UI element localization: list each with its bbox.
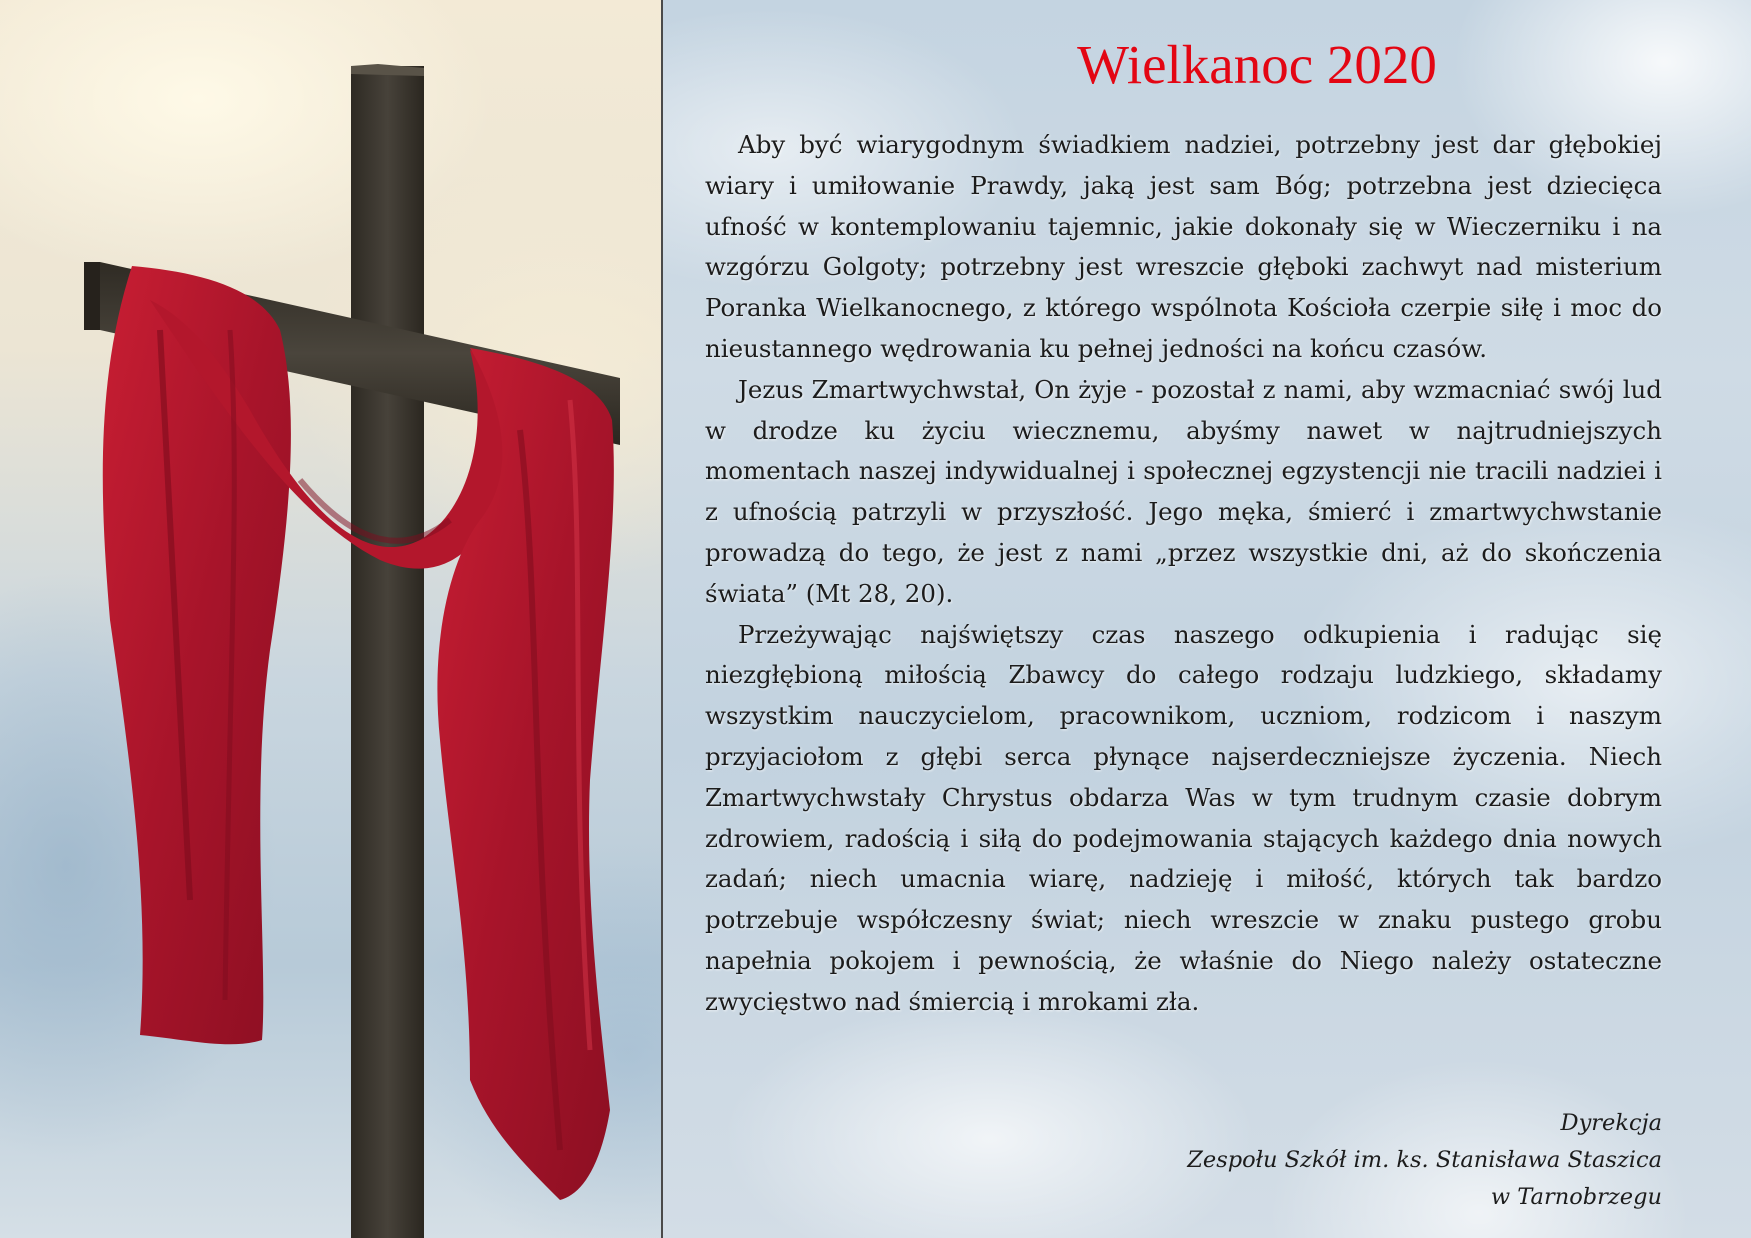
cross-illustration [0,0,661,1238]
cross-with-red-cloth-image [0,0,661,1238]
cross-vertical-beam [351,64,424,1238]
card-title: Wielkanoc 2020 [1077,34,1437,95]
signature-line-1: Dyrekcja [1560,1110,1662,1136]
greeting-panel [663,0,1751,1238]
greeting-text [705,125,1662,1023]
signature-line-3: w Tarnobrzegu [1490,1184,1662,1210]
paragraph-2: Jezus Zmartwychwstał, On żyje - pozostał z nami, aby wzmacniać swój lud w drodze ku życiu wiecznemu, abyśmy nawet w najtrudniejszych momentach naszej indywidualnej i społecznej egzystencji nie tracili nadziei i z ufnością patrzyli w przyszłość. Jego męka, śmierć i zmartwychwstanie prowadzą do tego, że jest z nami „przez wszystkie dni, aż do skończenia świata” (Mt 28, 20). [705,374,1662,608]
paragraph-1: Aby być wiarygodnym świadkiem nadziei, potrzebny jest dar głębokiej wiary i umiłowanie Prawdy, jaką jest sam Bóg; potrzebna jest dziecięca ufność w kontemplowaniu tajemnic, jakie dokonały się w Wieczerniku i na wzgórzu Golgoty; potrzebny jest wreszcie głęboki zachwyt nad misterium Poranka Wielkanocnego, z którego wspólnota Kościoła czerpie siłę i moc do nieustannego wędrowania ku pełnej jedności na końcu czasów. [705,130,1662,363]
signature-line-2: Zespołu Szkół im. ks. Stanisława Staszica [1187,1147,1662,1173]
paragraph-3: Przeżywając najświętszy czas naszego odkupienia i radując się niezgłębioną miłością Zbawcy do całego rodzaju ludzkiego, składamy wszystkim nauczycielom, pracownikom, uczniom, rodzicom i naszym przyjaciołom z głębi serca płynące najserdeczniejsze życzenia. Niech Zmartwychwstały Chrystus obdarza Was w tym trudnym czasie dobrym zdrowiem, radością i siłą do podejmowania stających każdego dnia nowych zadań; niech umacnia wiarę, nadzieję i miłość, których tak bardzo potrzebuje współczesny świat; niech wreszcie w znaku pustego grobu napełnia pokojem i pewnością, że właśnie do Niego należy ostateczne zwycięstwo nad śmiercią i mrokami zła. [705,619,1662,1016]
signature [962,1105,1662,1216]
